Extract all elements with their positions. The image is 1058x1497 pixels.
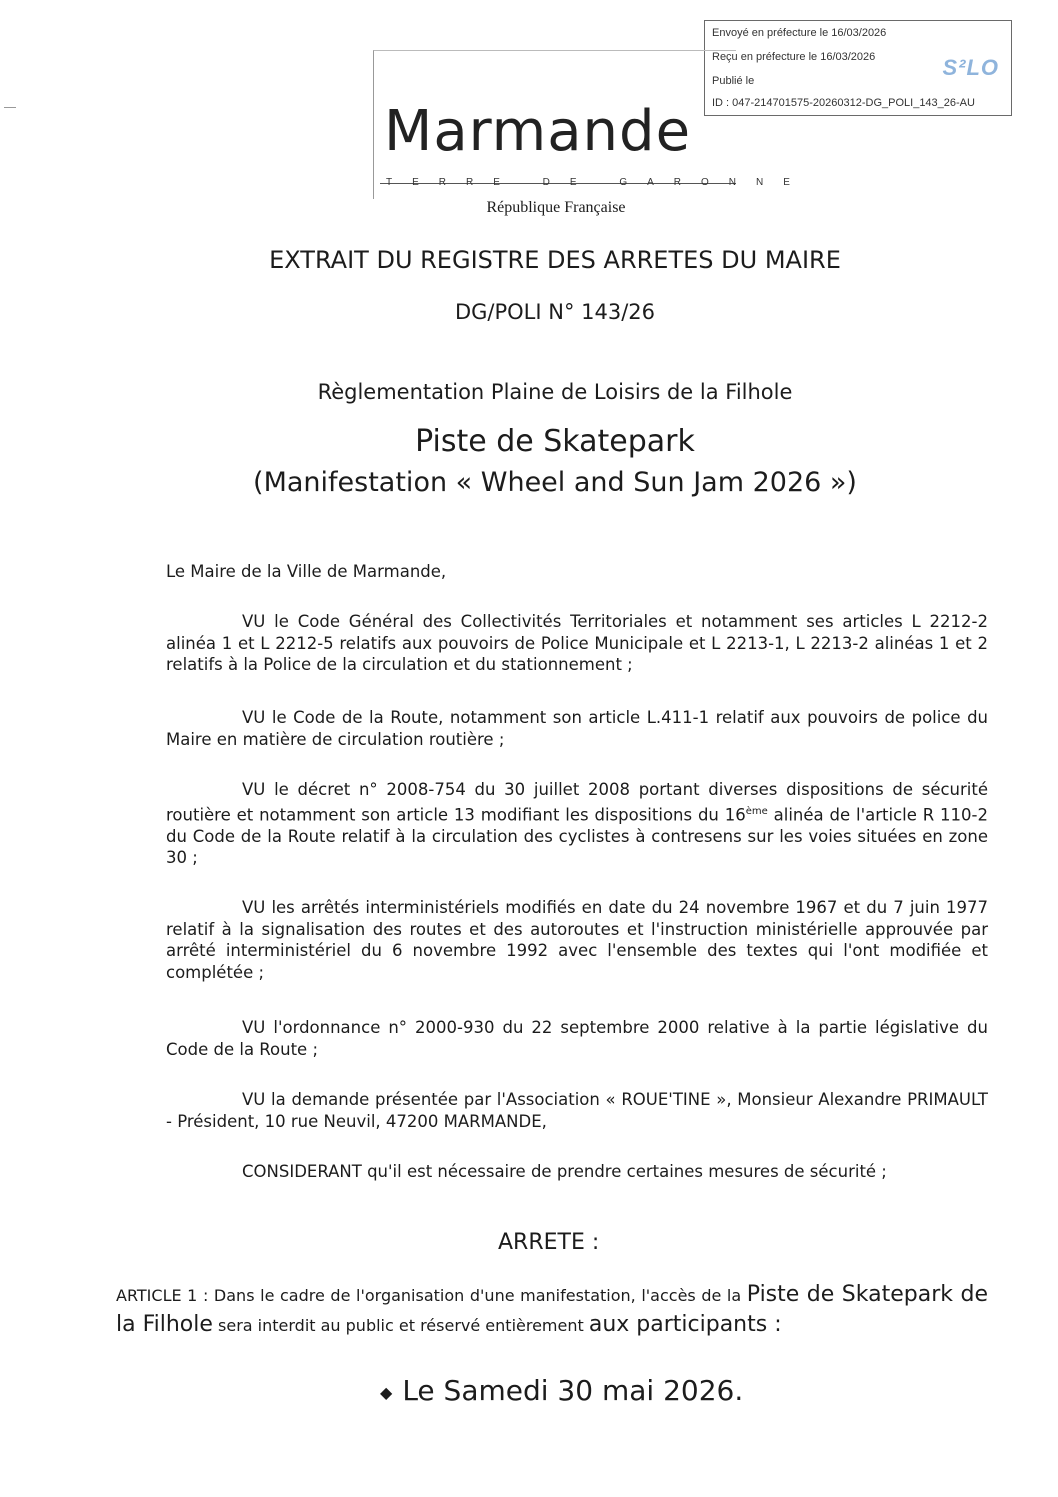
stamp-publie: Publié le [712,75,755,87]
document-title: EXTRAIT DU REGISTRE DES ARRETES DU MAIRE [269,246,841,274]
vu-paragraph-2: VU le Code de la Route, notamment son article L.411-1 relatif aux pouvoirs de police du Maire en matière de circulation routière ; [166,708,988,749]
document-subheading: (Manifestation « Wheel and Sun Jam 2026 ») [253,467,857,498]
article1-text-a: ARTICLE 1 : Dans le cadre de l'organisation d'une manifestation, l'accès de la [116,1286,747,1305]
stamp-id: ID : 047-214701575-20260312-DG_POLI_143_26-AU [712,97,975,109]
vu-paragraph-4: VU les arrêtés interministériels modifiés en date du 24 novembre 1967 et du 7 juin 1977 relatif à la signalisation des routes et des autoroutes et l'instruction ministérielle approuvée par arrêté interministériel du 6 novembre 1992 avec l'ensemble des textes qui l'ont modifiée et complétée ; [166,898,988,982]
republique-label: République Française [486,199,626,216]
prefecture-stamp [704,20,1012,116]
vu-paragraph-1: VU le Code Général des Collectivités Territoriales et notamment ses articles L 2212-2 alinéa 1 et L 2212-5 relatifs aux pouvoirs de Police Municipale et L 2213-1, L 2213-2 alinéas 1 et 2 relatifs à la Police de la circulation et du stationnement ; [166,612,988,674]
city-logo: Marmande [384,99,692,164]
stamp-envoye: Envoyé en préfecture le 16/03/2026 [712,27,887,39]
vu3-text-a: VU le décret n° 2008-754 du 30 juillet 2008 portant diverses dispositions de sécurité routière et notamment son article 13 modifiant les dispositions du 16 [166,780,988,824]
considerant-paragraph: CONSIDERANT qu'il est nécessaire de prendre certaines mesures de sécurité ; [242,1162,887,1181]
article1-text-c: sera interdit au public et réservé entièrement [212,1316,589,1335]
arrete-heading: ARRETE : [498,1230,600,1255]
document-reference: DG/POLI N° 143/26 [454,300,656,324]
event-date-text: Le Samedi 30 mai 2026. [402,1374,744,1407]
vu-paragraph-5: VU l'ordonnance n° 2000-930 du 22 septembre 2000 relative à la partie législative du Code de la Route ; [166,1018,988,1059]
vu3-superscript: ème [745,805,768,817]
stamp-recu: Reçu en préfecture le 16/03/2026 [712,51,876,63]
article1-location: Piste de Skatepark de la Filhole [116,1282,988,1337]
margin-mark [4,107,16,108]
article1-text-d: aux participants : [588,1312,782,1337]
city-tagline: TERRE DE GARONNE [386,177,810,188]
event-date [380,1374,743,1407]
intro-paragraph: Le Maire de la Ville de Marmande, [166,562,447,581]
vu-paragraph-3 [166,779,988,869]
s2lo-logo: S²LO [942,55,999,80]
document-subject: Règlementation Plaine de Loisirs de la Filhole [317,380,793,404]
document-heading: Piste de Skatepark [415,424,695,459]
vu3-text-b: alinéa de l'article R 110-2 du Code de la Route relatif à la circulation des cyclistes à contresens sur les voies situées en zone 30 ; [166,805,988,867]
diamond-bullet-icon: ◆ [380,1382,393,1402]
article-1 [116,1280,988,1340]
vu-paragraph-6: VU la demande présentée par l'Association « ROUE'TINE », Monsieur Alexandre PRIMAULT - Président, 10 rue Neuvil, 47200 MARMANDE, [166,1090,988,1131]
